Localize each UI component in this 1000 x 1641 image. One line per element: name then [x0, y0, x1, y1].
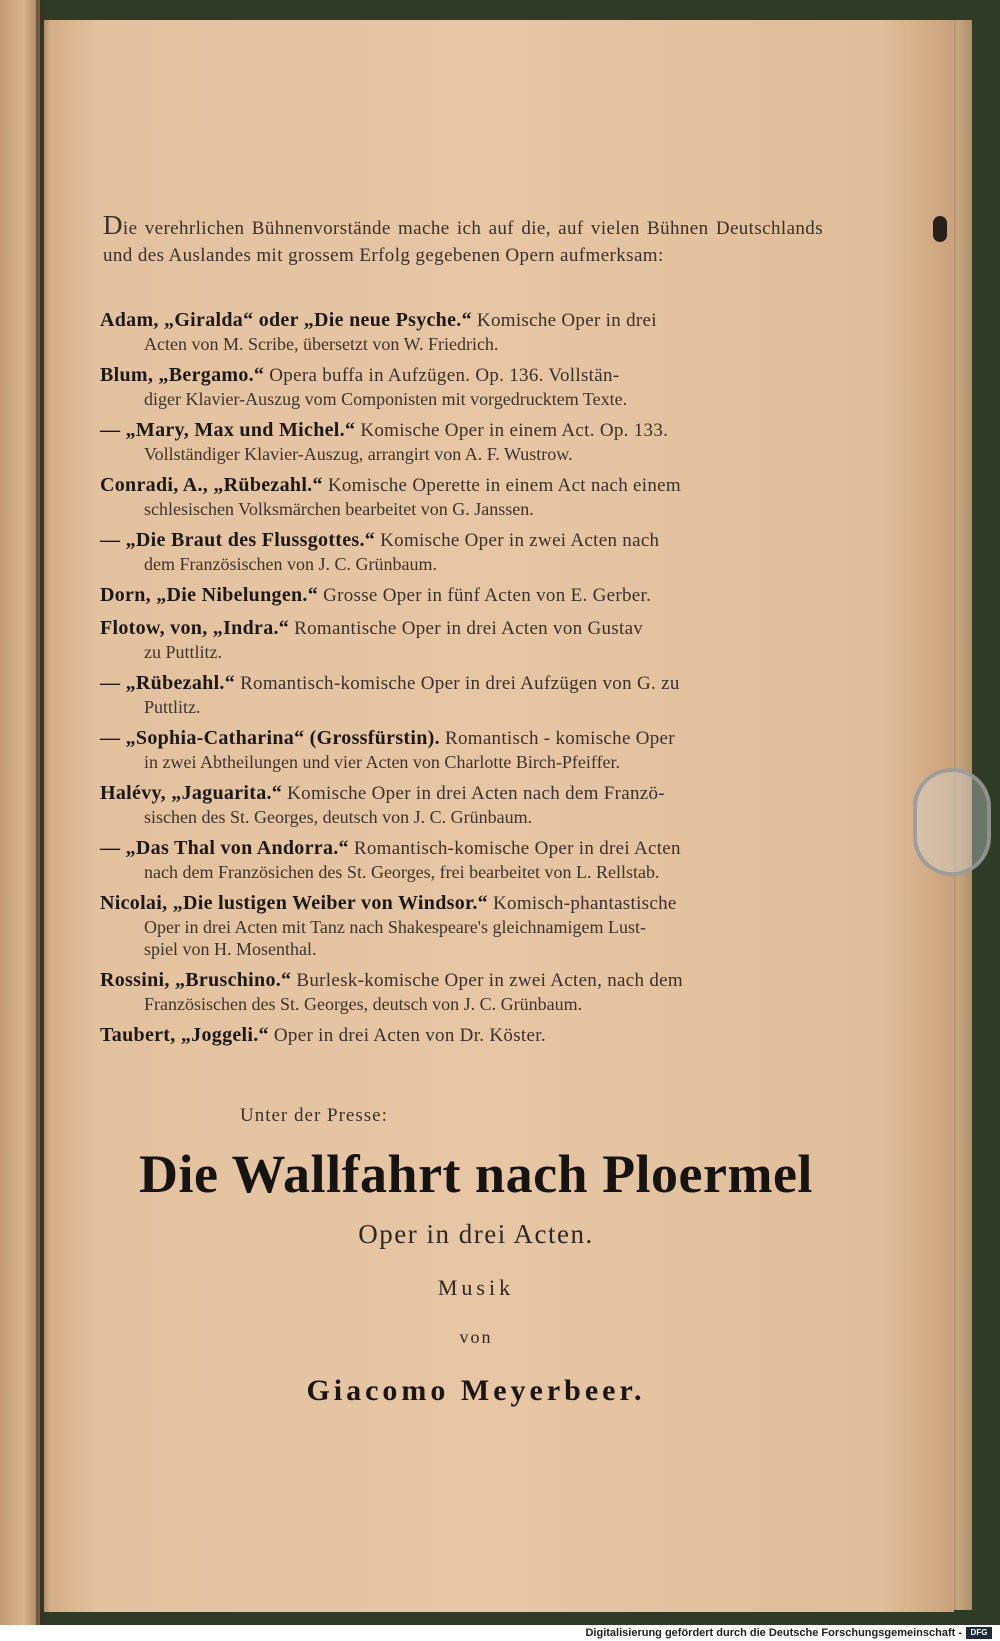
entry-desc: Burlesk-komische Oper in zwei Acten, nach dem	[291, 970, 683, 991]
list-item	[100, 836, 825, 883]
announcement-subtitle: Oper in drei Acten.	[358, 1219, 594, 1249]
ink-blot	[933, 216, 947, 242]
list-item	[100, 968, 825, 1015]
footer-credit: Digitalisierung gefördert durch die Deutsche Forschungsgemeinschaft -	[585, 1627, 962, 1639]
entry-desc: Oper in drei Acten von Dr. Köster.	[268, 1025, 546, 1046]
von-label: von	[459, 1327, 493, 1347]
entry-title: Rossini, „Bruschino.“	[100, 969, 292, 991]
entry-title: Taubert, „Joggeli.“	[100, 1024, 269, 1046]
entry-cont: Französischen des St. Georges, deutsch von J. C. Grünbaum.	[144, 994, 583, 1014]
footer-bar	[0, 1625, 1000, 1641]
entry-cont: dem Französischen von J. C. Grünbaum.	[144, 554, 437, 574]
list-item	[100, 308, 825, 355]
entry-desc: Romantisch - komische Oper	[439, 728, 675, 749]
entry-cont: schlesischen Volksmärchen bearbeitet von G. Janssen.	[144, 499, 534, 519]
press-note: Unter der Presse:	[240, 1105, 388, 1126]
entry-title: Blum, „Bergamo.“	[100, 364, 265, 386]
list-item	[100, 671, 825, 718]
entry-title: Nicolai, „Die lustigen Weiber von Windsor.“	[100, 892, 488, 914]
entry-desc: Komische Oper in drei	[471, 310, 657, 331]
entry-desc: Komische Operette in einem Act nach einem	[322, 475, 681, 496]
entry-title: Dorn, „Die Nibelungen.“	[100, 584, 319, 606]
left-page-edge	[0, 0, 40, 1625]
entry-title: Conradi, A., „Rübezahl.“	[100, 474, 323, 496]
entry-desc: Komische Oper in zwei Acten nach	[375, 530, 660, 551]
page-clip	[913, 768, 991, 876]
announcement-title: Die Wallfahrt nach Ploermel	[139, 1144, 813, 1204]
list-item	[100, 363, 825, 410]
entry-desc: Komische Oper in einem Act. Op. 133.	[355, 420, 669, 441]
entry-desc: Grosse Oper in fünf Acten von E. Gerber.	[318, 585, 652, 606]
entry-title: Adam, „Giralda“ oder „Die neue Psyche.“	[100, 309, 472, 331]
entry-cont: diger Klavier-Auszug vom Componisten mit vorgedrucktem Texte.	[144, 389, 628, 409]
entry-title: — „Die Braut des Flussgottes.“	[100, 529, 376, 551]
list-item	[100, 1023, 825, 1048]
entry-title: Halévy, „Jaguarita.“	[100, 782, 283, 804]
entry-title: — „Mary, Max und Michel.“	[100, 419, 356, 441]
entry-cont: in zwei Abtheilungen und vier Acten von Charlotte Birch-Pfeiffer.	[144, 752, 621, 772]
entry-title: — „Sophia-Catharina“ (Grossfürstin).	[100, 727, 440, 749]
entry-cont: Vollständiger Klavier-Auszug, arrangirt von A. F. Wustrow.	[144, 444, 573, 464]
list-item	[100, 781, 825, 828]
gutter-shadow	[36, 0, 50, 1625]
dfg-logo-icon: DFG	[966, 1627, 992, 1639]
entry-title: Flotow, von, „Indra.“	[100, 617, 290, 639]
list-item	[100, 528, 825, 575]
composer-name: Giacomo Meyerbeer.	[306, 1374, 646, 1407]
entry-cont2: spiel von H. Mosenthal.	[144, 939, 317, 959]
entry-desc: Opera buffa in Aufzügen. Op. 136. Vollstän-	[264, 365, 620, 386]
opera-list	[100, 308, 825, 1056]
entry-desc: Romantische Oper in drei Acten von Gustav	[289, 618, 644, 639]
entry-cont: Puttlitz.	[144, 697, 201, 717]
list-item	[100, 616, 825, 663]
entry-desc: Romantisch-komische Oper in drei Aufzügen von G. zu	[235, 673, 680, 694]
list-item	[100, 583, 825, 608]
intro-text: ie verehrlichen Bühnenvorstände mache ich auf die, auf vielen Bühnen Deutschlands und des Auslandes mit grossem Erfolg gegebenen Opern aufmerksam:	[103, 218, 823, 266]
intro-dropcap: D	[103, 210, 123, 240]
entry-cont: sischen des St. Georges, deutsch von J. C. Grünbaum.	[144, 807, 533, 827]
entry-desc: Romantisch-komische Oper in drei Acten	[348, 838, 681, 859]
entry-title: — „Das Thal von Andorra.“	[100, 837, 349, 859]
musik-label: Musik	[437, 1275, 515, 1300]
entry-title: — „Rübezahl.“	[100, 672, 236, 694]
entry-cont: zu Puttlitz.	[144, 642, 222, 662]
entry-desc: Komische Oper in drei Acten nach dem Franzö-	[282, 783, 665, 804]
entry-cont: Acten von M. Scribe, übersetzt von W. Friedrich.	[144, 334, 499, 354]
list-item	[100, 473, 825, 520]
list-item	[100, 726, 825, 773]
entry-cont: nach dem Französichen des St. Georges, frei bearbeitet von L. Rellstab.	[144, 862, 660, 882]
entry-cont: Oper in drei Acten mit Tanz nach Shakespeare's gleichnamigem Lust-	[144, 917, 646, 937]
entry-desc: Komisch-phantastische	[487, 893, 677, 914]
list-item	[100, 891, 825, 960]
intro-paragraph	[103, 212, 823, 269]
list-item	[100, 418, 825, 465]
